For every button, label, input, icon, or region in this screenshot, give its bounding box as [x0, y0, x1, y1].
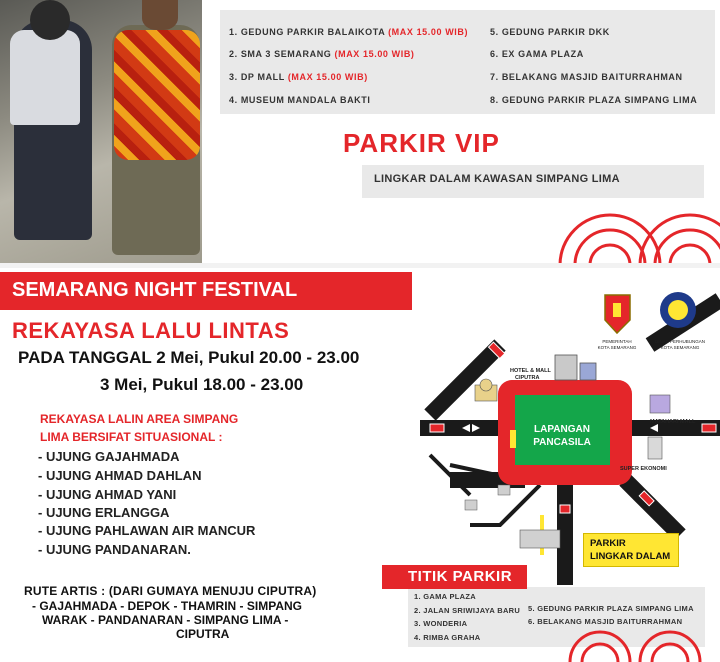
parking-item-1: 1. GEDUNG PARKIR BALAIKOTA (MAX 15.00 WIB)	[229, 27, 469, 37]
officer-head	[30, 0, 70, 40]
pemkot-logo-icon	[605, 295, 630, 333]
artist-route-line: WARAK - PANDANARAN - SIMPANG LIMA -	[42, 613, 289, 627]
pemkot-label-2: KOTA SEMARANG	[597, 345, 637, 350]
matahari-mall-icon	[650, 395, 670, 413]
officer-uniform	[10, 30, 80, 125]
traffic-engineering-title: REKAYASA LALU LINTAS	[12, 318, 290, 343]
road-closure-item: - UJUNG AHMAD DAHLAN	[38, 468, 202, 483]
vip-parking-title: PARKIR VIP	[343, 128, 500, 158]
masjid-icon	[475, 379, 497, 401]
parking-item-8: 8. GEDUNG PARKIR PLAZA SIMPANG LIMA	[490, 95, 698, 105]
road-closure-item: - UJUNG PANDANARAN.	[38, 542, 191, 557]
road-closure-item: - UJUNG AHMAD YANI	[38, 487, 177, 502]
super-label: SUPER EKONOMI	[620, 466, 667, 472]
hotel-ciputra-icon	[555, 355, 596, 380]
artist-route-line: - GAJAHMADA - DEPOK - THAMRIN - SIMPANG	[32, 599, 302, 613]
titik-parkir-title: TITIK PARKIR	[408, 568, 513, 585]
closure-marker	[560, 505, 570, 513]
event-title: SEMARANG NIGHT FESTIVAL	[12, 279, 298, 301]
road-closure-item: - UJUNG PAHLAWAN AIR MANCUR	[38, 523, 256, 538]
titik-parkir-item: 3. WONDERIA	[414, 619, 468, 628]
parking-item-3: 3. DP MALL (MAX 15.00 WIB)	[229, 72, 368, 82]
attendant-head	[142, 0, 178, 30]
titik-parkir-item: 4. RIMBA GRAHA	[414, 633, 481, 642]
hotel-label-2: CIPUTRA	[515, 375, 540, 381]
field-label-1: LAPANGAN	[534, 424, 590, 435]
closure-marker	[702, 424, 716, 432]
pemkot-label-1: PEMERINTAH	[602, 339, 632, 344]
hotel-label-1: HOTEL & MALL	[510, 368, 551, 374]
field-label-2: PANCASILA	[533, 437, 591, 448]
titik-parkir-item: 5. GEDUNG PARKIR PLAZA SIMPANG LIMA	[528, 604, 694, 613]
section-divider	[0, 263, 720, 268]
parking-item-5: 5. GEDUNG PARKIR DKK	[490, 27, 610, 37]
area-note-line-1: REKAYASA LALIN AREA SIMPANG	[40, 412, 239, 426]
decorative-arcs-bottom	[560, 628, 720, 662]
officers-photo	[0, 0, 202, 265]
vip-location-text: LINGKAR DALAM KAWASAN SIMPANG LIMA	[374, 173, 620, 185]
parkir-label-line-2: LINGKAR DALAM	[590, 551, 671, 562]
government-building-icon	[520, 530, 560, 548]
parking-item-4: 4. MUSEUM MANDALA BAKTI	[229, 95, 371, 105]
area-note-line-2: LIMA BERSIFAT SITUASIONAL :	[40, 430, 223, 444]
artist-route-line: CIPUTRA	[176, 627, 230, 641]
road-se	[625, 480, 680, 535]
parking-item-6: 6. EX GAMA PLAZA	[490, 49, 584, 59]
parking-item-2: 2. SMA 3 SEMARANG (MAX 15.00 WIB)	[229, 49, 415, 59]
road-closure-item: - UJUNG ERLANGGA	[38, 505, 170, 520]
artist-route-heading: RUTE ARTIS : (DARI GUMAYA MENUJU CIPUTRA)	[24, 584, 317, 598]
small-building-icon	[465, 485, 510, 510]
matahari-label: MATAHARI MALL	[650, 419, 696, 425]
closure-marker	[430, 424, 444, 432]
dishub-label-2: KOTA SEMARANG	[660, 345, 700, 350]
super-ekonomi-icon	[648, 437, 662, 459]
road-closure-item: - UJUNG GAJAHMADA	[38, 449, 180, 464]
parkir-label-line-1: PARKIR	[590, 538, 626, 549]
dishub-label-1: DINAS PERHUBUNGAN	[654, 339, 706, 344]
titik-parkir-item: 1. GAMA PLAZA	[414, 592, 476, 601]
parking-item-7: 7. BELAKANG MASJID BAITURRAHMAN	[490, 72, 683, 82]
schedule-line-2: 3 Mei, Pukul 18.00 - 23.00	[100, 375, 304, 394]
schedule-line-1: PADA TANGGAL 2 Mei, Pukul 20.00 - 23.00	[18, 348, 360, 367]
titik-parkir-item: 2. JALAN SRIWIJAYA BARU	[414, 606, 521, 615]
decorative-arcs-top	[540, 205, 720, 265]
attendant-vest	[114, 30, 200, 160]
titik-parkir-item: 6. BELAKANG MASJID BAITURRAHMAN	[528, 617, 683, 626]
inner-parking-marker	[510, 430, 516, 448]
dishub-logo-icon	[660, 292, 696, 328]
